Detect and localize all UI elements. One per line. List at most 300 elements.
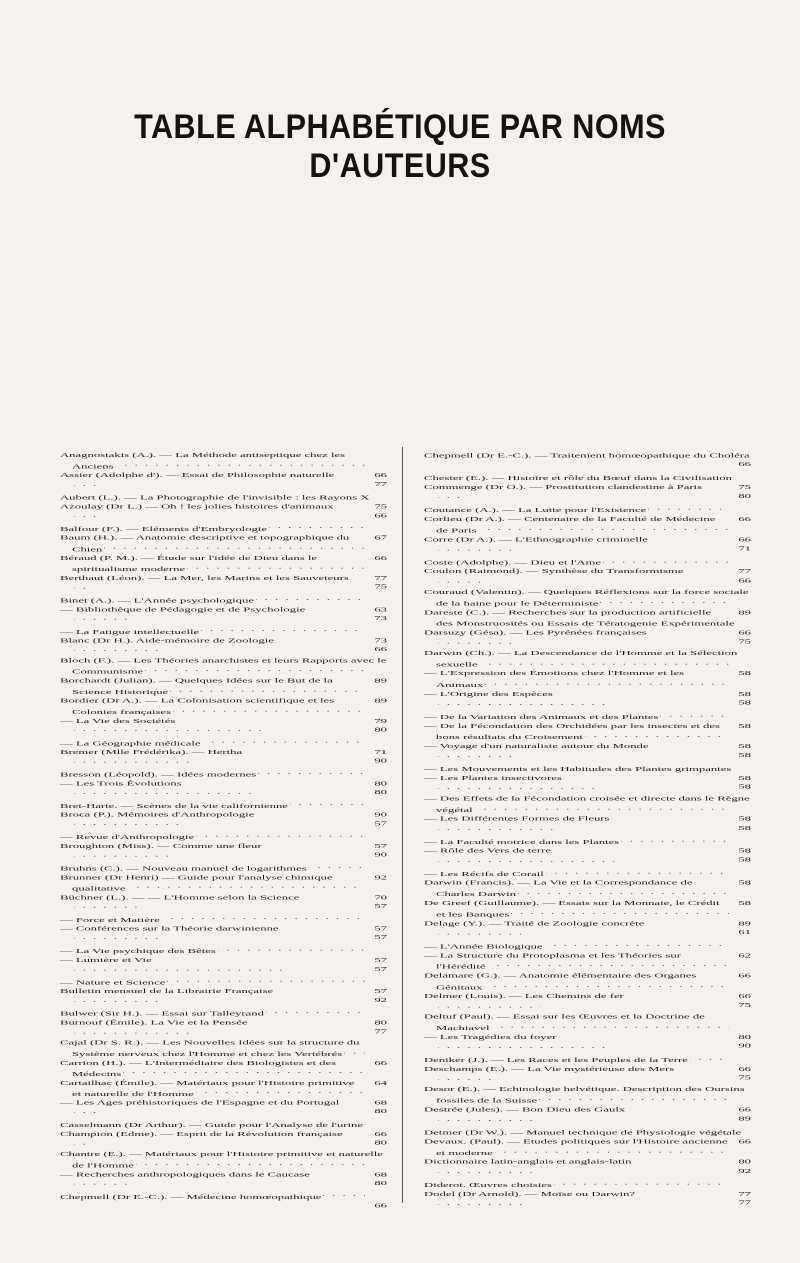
entry-page: 80 (374, 1139, 387, 1147)
leader-dots (438, 637, 518, 646)
entry-page: 66 (738, 972, 751, 980)
index-entry (60, 502, 387, 522)
entry-page: 92 (374, 874, 387, 881)
entry-page: 66 (738, 1106, 751, 1113)
entry-text: Dodel (Dr Arnold). — Moïse ou Darwin? (424, 1190, 636, 1198)
entry-text: — Les Plantes insectivores (424, 774, 562, 782)
entry-text: Devaux. (Paul). — Etudes politiques sur l'Histoire ancienne et moderne (424, 1138, 728, 1157)
entry-text: — Des Effets de la Fécondation croisée et directe dans le Règne végétal (424, 795, 750, 814)
entry-page: 80 (738, 492, 751, 500)
column-divider (402, 447, 403, 1203)
index-entry (424, 992, 751, 1012)
leader-dots (196, 1087, 365, 1096)
leader-dots (74, 902, 138, 911)
leader-dots (104, 542, 365, 551)
leader-dots (539, 1094, 729, 1103)
entry-text: Bremer (Mlle Frédérika). — Hertha (60, 748, 243, 756)
entry-page: 57 (374, 988, 387, 995)
entry-page: 68 (374, 1170, 387, 1178)
entry-text: — Conférences sur la Théorie darwinienne (60, 925, 279, 933)
index-entry (60, 748, 387, 768)
entry-page: 77 (738, 568, 751, 575)
entry-text: Binet (A.). — L'Année psychologique (60, 597, 254, 604)
index-entry (60, 810, 387, 830)
leader-dots (438, 1073, 491, 1082)
entry-text: Desor (E.). — Echinologie helvétique. Description des Oursins fossiles de la Suisse (424, 1085, 745, 1105)
entry-page: 58 (738, 824, 751, 832)
entry-page: 61 (738, 928, 751, 936)
index-entry (60, 1130, 387, 1150)
leader-dots (585, 730, 729, 739)
entry-page: 77 (738, 1199, 751, 1207)
index-entry (424, 1105, 751, 1125)
entry-text: — Les Récifs de Corail (424, 870, 544, 878)
index-entry (424, 587, 751, 616)
leader-dots (74, 933, 158, 942)
entry-page: 58 (738, 856, 751, 864)
leader-dots (438, 544, 517, 553)
entry-text: Balfour (F.). — Eléments d'Embryologie (60, 525, 268, 533)
leader-dots (116, 460, 365, 469)
entry-text: Chantre (E.). — Matériaux pour l'Histoire primitive et naturelle de l'Homme (60, 1150, 383, 1169)
entry-page: 89 (738, 920, 751, 927)
entry-text: Bordier (Dr A.). — La Colonisation scientifique et les Colonies françaises (60, 697, 335, 716)
entry-text: — La Faculté motrice dans les Plantes (424, 838, 620, 846)
entry-text: Bulwer (Sir H.). — Essai sur Talleyrand (60, 1010, 264, 1018)
index-entry (424, 567, 751, 587)
index-entry (60, 862, 387, 881)
leader-dots (344, 1047, 365, 1056)
entry-text: Delamare (G.). — Anatomie élémentaire des Organes Génitaux (424, 972, 697, 991)
entry-text: Carrion (H.). — L'Intermédiaire des Biologistes et des Médecins (60, 1059, 337, 1078)
entry-page: 66 (738, 629, 751, 637)
leader-dots (123, 1067, 365, 1076)
leader-dots (511, 908, 729, 917)
entry-text: — Les Trois Évolutions (60, 780, 182, 787)
index-entry (424, 742, 751, 762)
entry-text: Champion (Edme). — Esprit de la Révolution française (60, 1130, 343, 1138)
leader-dots (74, 1027, 190, 1036)
entry-page: 66 (374, 1202, 387, 1209)
entry-text: Dictionnaire latin-anglais et anglais-latin (424, 1158, 632, 1166)
entry-text: Diderot. Œuvres choisies (424, 1181, 552, 1189)
entry-text: Destrée (Jules). — Bon Dieu des Gaulx (424, 1106, 626, 1113)
leader-dots (621, 835, 729, 844)
entry-page: 57 (374, 902, 387, 910)
entry-page: 57 (374, 965, 387, 973)
entry-text: De Greef (Guillaume). — Essais sur la Monnaie, le Crédit et les Banques (424, 899, 720, 918)
leader-dots (74, 851, 175, 860)
index-column-left (60, 451, 387, 1210)
leader-dots (690, 1053, 729, 1062)
index-entry (60, 676, 387, 705)
index-entry (424, 649, 751, 677)
index-entry (60, 1038, 387, 1067)
entry-page: 58 (738, 879, 751, 887)
entry-page: 75 (738, 483, 751, 491)
entry-text: Coulon (Raimond). — Synthèse du Transformisme (424, 568, 684, 575)
entry-page: 58 (738, 899, 751, 907)
index-entry (424, 689, 751, 709)
entry-page: 75 (738, 1074, 751, 1082)
entry-text: Deniker (J.). — Les Races et les Peuples de la Terre (424, 1056, 688, 1064)
leader-dots (74, 1107, 98, 1116)
entry-text: Bret-Harte. — Scènes de la vie californienne (60, 802, 288, 810)
index-entry (424, 951, 751, 980)
entry-text: — Les Ages préhistoriques de l'Espagne et du Portugal (60, 1099, 340, 1107)
entry-page: 67 (374, 534, 387, 542)
leader-dots (128, 882, 365, 891)
entry-text: — La Vie des Sociétés (60, 717, 176, 725)
leader-dots (187, 562, 365, 571)
leader-dots (488, 960, 730, 969)
entry-text: Burnouf (Émile). La Vie et la Pensée (60, 1019, 248, 1027)
entry-text: Cajal (Dr S. R.). — Les Nouvelles Idées sur la structure du Système nerveux chez l'Homme et chez les Vertébrés (60, 1039, 360, 1058)
leader-dots (218, 944, 365, 953)
index-entry (424, 919, 751, 939)
entry-page: 66 (374, 512, 387, 519)
entry-page: 58 (738, 847, 751, 855)
leader-dots (600, 596, 729, 605)
entry-text: Couraud (Valentin). — Quelques Réflexions sur la force sociale de la haine pour le Déterministe (424, 588, 749, 607)
entry-text: — De la Variation des Animaux et des Plantes (424, 713, 659, 721)
entry-text: — L'Origine des Espèces (424, 690, 553, 698)
index-entry (424, 774, 751, 794)
leader-dots (475, 803, 729, 812)
leader-dots (438, 783, 603, 792)
leader-dots (545, 939, 729, 948)
index-entry (60, 471, 387, 491)
entry-text: Coutance (A.). — La Lutte pour l'Existence (424, 506, 647, 514)
entry-page: 77 (374, 574, 387, 582)
entry-text: Borchardt (Julian). — Quelques Idées sur le But de la Science Historique (60, 677, 333, 696)
entry-page: 73 (374, 614, 387, 622)
index-column-right (424, 451, 751, 1210)
entry-text: — Les Tragédies du foyer (424, 1033, 557, 1041)
entry-text: Deschamps (E.). — La Vie mystérieuse des Mers (424, 1065, 675, 1073)
entry-page: 66 (738, 460, 751, 468)
leader-dots (438, 855, 614, 864)
entry-text: — Rôle des Vers de terre (424, 847, 551, 855)
leader-dots (266, 1007, 365, 1016)
entry-text: Büchner (L.). — — L'Homme selon la Science (60, 894, 300, 901)
leader-dots (74, 788, 255, 797)
leader-dots (438, 751, 516, 760)
entry-text: Coste (Adolphe). — Dieu et l'Ame (424, 559, 602, 566)
entry-page: 75 (374, 583, 387, 591)
index-entry (424, 878, 751, 907)
leader-dots (203, 737, 365, 746)
leader-dots (196, 830, 365, 839)
entry-text: Darwin (Ch.). — La Descendance de l'Homme et la Sélection sexuelle (424, 649, 738, 668)
entry-page: 66 (374, 646, 387, 653)
entry-text: — Lumière et Vie (60, 956, 152, 964)
leader-dots (438, 576, 482, 585)
leader-dots (323, 1190, 365, 1199)
entry-text: Corlieu (Dr A.). — Centenaire de la Faculté de Médecine de Paris (424, 515, 716, 535)
entry-page: 58 (738, 751, 751, 759)
index-entry (424, 867, 751, 887)
entry-page: 80 (374, 780, 387, 787)
entry-page: 80 (738, 1158, 751, 1166)
index-entry (424, 1126, 751, 1145)
index-entry (424, 628, 751, 648)
entry-page: 66 (374, 554, 387, 562)
leader-dots (173, 705, 365, 714)
index-entry (60, 605, 387, 625)
entry-text: — L'Expression des Émotions chez l'Homme et les Animaux (424, 670, 685, 689)
entry-page: 80 (374, 788, 387, 796)
entry-page: 66 (738, 576, 751, 584)
leader-dots (479, 524, 729, 533)
entry-page: 75 (374, 503, 387, 510)
index-entry (60, 1099, 387, 1119)
leader-dots (438, 1001, 541, 1010)
entry-page: 77 (374, 1028, 387, 1035)
entry-text: Broca (P.). Mémoires d'Anthropologie (60, 811, 255, 819)
entry-page: 58 (738, 670, 751, 677)
leader-dots (74, 582, 88, 591)
entry-text: Delmer (Louis). — Les Chemins de fer (424, 992, 624, 1000)
entry-page: 71 (374, 748, 387, 756)
entry-page: 57 (374, 842, 387, 850)
entry-page: 66 (738, 1065, 751, 1073)
entry-text: Darwin (Francis). — La Vie et la Correspondance de Charles Darwin (424, 879, 693, 898)
index-entry (424, 451, 751, 471)
index-entry (424, 535, 751, 555)
index-entry (424, 939, 751, 959)
entry-page: 75 (738, 638, 751, 645)
entry-page: 66 (738, 1138, 751, 1145)
entry-text: Béraud (P. M.). — Étude sur l'idée de Dieu dans le spiritualisme moderne (60, 554, 318, 573)
leader-dots (495, 1146, 729, 1155)
leader-dots (554, 1178, 729, 1187)
entry-text: — Bibliothèque de Pédagogie et de Psychologie (60, 606, 306, 613)
leader-dots (74, 1139, 94, 1148)
entry-page: 58 (738, 742, 751, 750)
leader-dots (518, 887, 729, 896)
entry-page: 63 (374, 606, 387, 613)
leader-dots (145, 665, 365, 674)
leader-dots (438, 1114, 540, 1123)
entry-text: — Force et Matière (60, 916, 160, 924)
leader-dots (170, 685, 365, 694)
entry-text: Blanc (Dr H.). Aide-mémoire de Zoologie (60, 637, 274, 644)
leader-dots (438, 823, 556, 832)
entry-text: Corre (Dr A.). — L'Ethnographie criminelle (424, 536, 648, 543)
leader-dots (74, 614, 132, 623)
entry-page: 57 (374, 820, 387, 827)
entry-page: 58 (738, 815, 751, 823)
entry-page: 57 (374, 956, 387, 964)
entry-text: — L'Année Biologique (424, 943, 543, 950)
entry-text: Bresson (Léopold). — Idées modernes (60, 771, 257, 778)
entry-text: — Recherches anthropologiques dans le Caucase (60, 1170, 310, 1178)
entry-page: 57 (374, 925, 387, 933)
entry-page: 80 (374, 726, 387, 733)
entry-page: 68 (374, 1099, 387, 1107)
entry-text: Azoulay (Dr L.) — Oh ! les jolies histoires d'animaux (60, 503, 334, 510)
entry-text: Brunner (Dr Henri) — Guide pour l'analyse chimique qualitative (60, 874, 333, 892)
entry-text: Assier (Adolphe d'). — Essai de Philosophie naturelle (60, 471, 335, 479)
index-entry (60, 1170, 387, 1190)
entry-page: 80 (374, 1179, 387, 1187)
entry-page: 79 (374, 717, 387, 725)
entry-page: 89 (374, 697, 387, 705)
leader-dots (438, 492, 463, 501)
index-entry (60, 522, 387, 542)
entry-page: 66 (374, 1130, 387, 1138)
index-entry (60, 656, 387, 685)
entry-text: Darsuzy (Gésa). — Les Pyrénées françaises (424, 629, 647, 637)
entry-text: Cartailhac (Émile). — Matériaux pour l'Histoire primitive et naturelle de l'Homme (60, 1079, 355, 1098)
page-title: TABLE ALPHABÉTIQUE PAR NOMS D'AUTEURS (134, 108, 666, 185)
entry-text: Bruhns (C.). — Nouveau manuel de logarithmes (60, 865, 307, 872)
index-entry (60, 574, 387, 594)
index-entry (60, 1018, 387, 1038)
leader-dots (648, 503, 729, 512)
entry-page: 64 (374, 1079, 387, 1087)
leader-dots (309, 862, 365, 871)
index-entry (60, 1058, 387, 1087)
index-entry (424, 710, 751, 730)
leader-dots (269, 522, 365, 531)
index-entry (60, 893, 387, 913)
entry-text: Bloch (F.). — Les Théories anarchistes et leurs Rapports avec le Communisme (60, 657, 387, 676)
entry-page: 80 (374, 1108, 387, 1115)
entry-text: Aubert (L.). — La Photographie de l'invisible : les Rayons X (60, 494, 370, 502)
index-entry (60, 987, 387, 1007)
entry-page: 66 (738, 515, 751, 523)
entry-text: Baum (H.). — Anatomie descriptive et topographique du Chien (60, 534, 350, 553)
leader-dots (603, 556, 729, 565)
entry-text: Delage (Y.). — Traité de Zoologie concrète (424, 920, 645, 927)
leader-dots (74, 645, 163, 654)
entry-text: — Nature et Science (60, 979, 166, 986)
entry-text: Detmer (Dr W.). — Manuel technique de Physiologie végétale (424, 1129, 742, 1137)
leader-dots (136, 1159, 365, 1168)
leader-dots (167, 976, 365, 985)
leader-dots (480, 658, 729, 667)
index-entry (60, 842, 387, 862)
entry-text: Broughton (Miss). — Comme une fleur (60, 842, 262, 850)
leader-dots (438, 698, 612, 707)
index-entry (424, 483, 751, 503)
index-entry (424, 1158, 751, 1178)
index-entry (424, 1064, 751, 1084)
index-entry (60, 779, 387, 799)
entry-page: 58 (738, 699, 751, 707)
entry-page: 80 (738, 1033, 751, 1041)
leader-dots (660, 710, 729, 719)
entry-page: 66 (374, 1059, 387, 1067)
entry-page: 92 (738, 1167, 751, 1175)
entry-page: 73 (374, 637, 387, 644)
leader-dots (290, 799, 365, 808)
entry-text: Deltuf (Paul). — Essai sur les Œuvres et la Doctrine de Machiavel (424, 1013, 705, 1032)
entry-text: Chester (E.). — Histoire et rôle du Bœuf dans la Civilisation (424, 474, 732, 482)
entry-text: — Voyage d'un naturaliste autour du Monde (424, 742, 649, 750)
leader-dots (438, 1041, 609, 1050)
entry-text: Chepmell (Dr E.-C.). — Médecine homœopathique (60, 1193, 322, 1201)
entry-text: — La Géographie médicale (60, 740, 201, 747)
entry-page: 90 (738, 1042, 751, 1050)
entry-text: Casselmann (Dr Arthur). — Guide pour l'Analyse de l'urine (60, 1122, 364, 1129)
leader-dots (492, 1021, 729, 1030)
entry-page: 89 (738, 1115, 751, 1122)
index-entry (424, 846, 751, 866)
entry-page: 92 (374, 996, 387, 1004)
entry-page: 90 (374, 851, 387, 859)
entry-page: 89 (374, 677, 387, 685)
entry-page: 75 (738, 1001, 751, 1009)
index-entry (60, 956, 387, 976)
entry-text: — Les Mouvements et les Habitudes des Plantes grimpantes (424, 765, 732, 773)
leader-dots (256, 594, 365, 603)
entry-text: — Revue d'Anthropologie (60, 833, 195, 841)
leader-dots (74, 480, 103, 489)
index-entry (424, 1189, 751, 1209)
entry-page: 66 (738, 536, 751, 543)
entry-page: 62 (738, 951, 751, 959)
entry-text: Bulletin mensuel de la Librairie Française (60, 988, 274, 995)
leader-dots (74, 511, 103, 520)
entry-page: 80 (374, 1019, 387, 1027)
leader-dots (162, 913, 365, 922)
entry-text: Anagnostakis (A.). — La Méthode antiseptique chez les Anciens (60, 451, 346, 470)
entry-text: — Les Différentes Formes de Fleurs (424, 815, 610, 823)
leader-dots (74, 965, 285, 974)
entry-text: — La Structure du Protoplasma et les Théories sur l'Hérédité (424, 951, 681, 971)
entry-text: Commenge (Dr O.). — Prostitution clandestine à Paris (424, 483, 703, 491)
index-entry (60, 534, 387, 562)
leader-dots (438, 1198, 530, 1207)
entry-page: 66 (374, 471, 387, 479)
leader-dots (74, 725, 262, 734)
leader-dots (74, 1179, 127, 1188)
leader-dots (74, 996, 164, 1005)
leader-dots (438, 1166, 533, 1175)
entry-text: Dareste (C.). — Recherches sur la production artificielle des Monstruosités ou Essais de Tératogenie Expérimentale (424, 608, 735, 628)
leader-dots (74, 757, 195, 766)
leader-dots (485, 980, 729, 989)
entry-page: 57 (374, 934, 387, 941)
index-entry (424, 503, 751, 523)
entry-page: 66 (738, 992, 751, 1000)
index-entry (60, 636, 387, 656)
index-entry (424, 1033, 751, 1053)
leader-dots (258, 768, 365, 777)
entry-text: Chepmell (Dr E.-C.). — Traitement homœopathique du Choléra (424, 451, 750, 459)
index-entry (60, 924, 387, 944)
leader-dots (485, 678, 729, 687)
entry-page: 90 (374, 811, 387, 819)
entry-text: — La Fatigue intellectuelle (60, 628, 200, 636)
entry-page: 58 (738, 690, 751, 698)
entry-page: 77 (374, 480, 387, 488)
entry-text: — De la Fécondation des Orchidées par les insectes et des bons résultats du Croisement (424, 722, 720, 741)
leader-dots (74, 819, 183, 828)
leader-dots (438, 928, 521, 937)
leader-dots (201, 625, 365, 634)
entry-page: 90 (374, 757, 387, 765)
entry-page: 58 (738, 774, 751, 782)
entry-text: Berthaut (Léon). — La Mer, les Marins et les Sauveteurs (60, 574, 349, 582)
entry-page: 89 (738, 608, 751, 616)
leader-dots (546, 867, 729, 876)
entry-page: 58 (738, 722, 751, 730)
index-entry (60, 716, 387, 736)
